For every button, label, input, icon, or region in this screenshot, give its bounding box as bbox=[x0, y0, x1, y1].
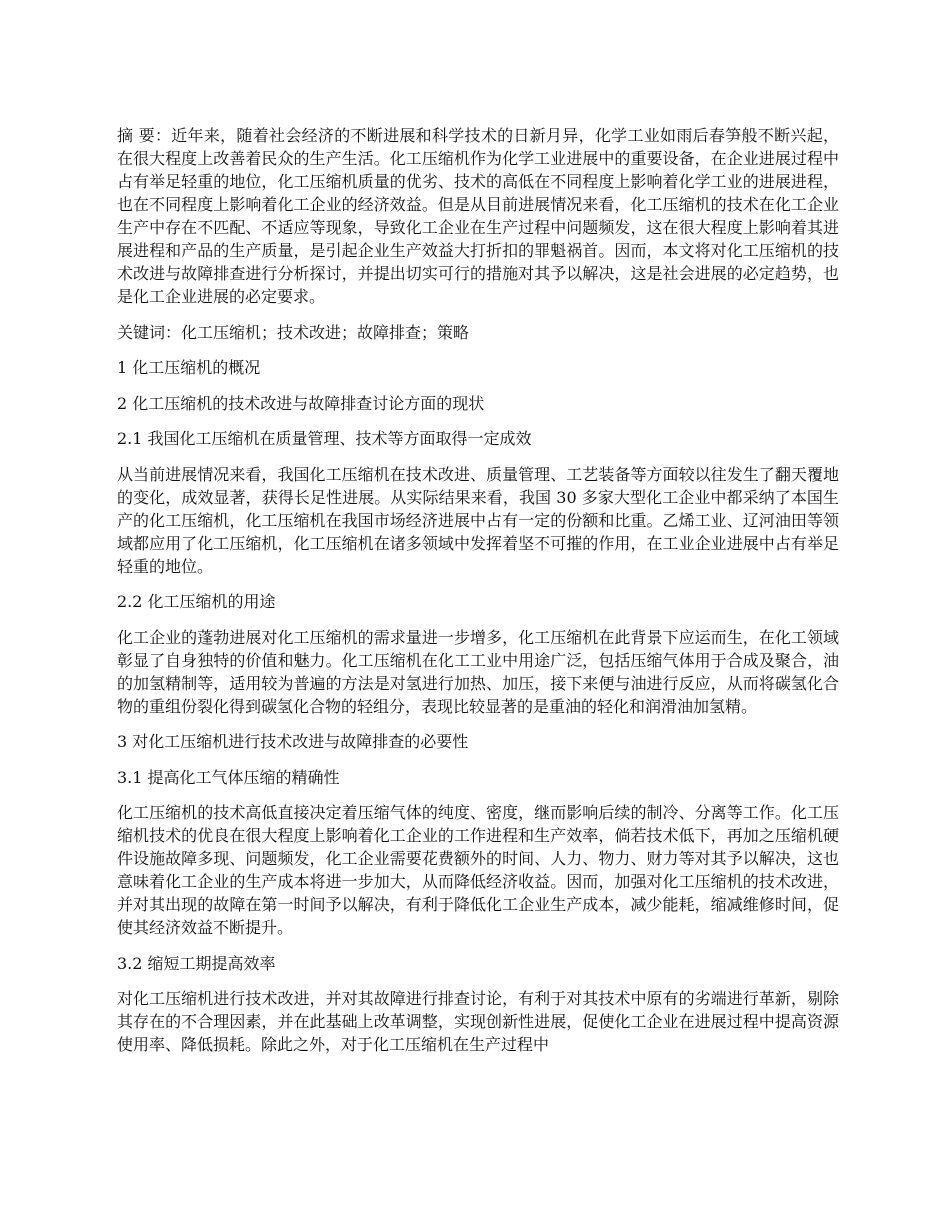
section-heading-2-2: 2.2 化工压缩机的用途 bbox=[117, 592, 276, 611]
document-page bbox=[117, 124, 839, 1069]
section-heading-3: 3 对化工压缩机进行技术改进与故障排查的必要性 bbox=[117, 732, 469, 751]
abstract-paragraph: 摘 要：近年来，随着社会经济的不断进展和科学技术的日新月异，化学工业如雨后春笋般不断兴起，在很大程度上改善着民众的生产生活。化工压缩机作为化学工业进展中的重要设备，在企业进展过程中占有举足轻重的地位，化工压缩机质量的优劣、技术的高低在不同程度上影响着化学工业的进展进程，也在不同程度上影响着化工企业的经济效益。但是从目前进展情况来看，化工压缩机的技术在化工企业生产中存在不匹配、不适应等现象，导致化工企业在生产过程中问题频发，这在很大程度上影响着其进展进程和产品的生产质量，是引起企业生产效益大打折扣的罪魁祸首。因而，本文将对化工压缩机的技术改进与故障排查进行分析探讨，并提出切实可行的措施对其予以解决，这是社会进展的必定趋势，也是化工企业进展的必定要求。 bbox=[117, 126, 839, 306]
section-heading-1: 1 化工压缩机的概况 bbox=[117, 358, 261, 377]
body-paragraph: 对化工压缩机进行技术改进，并对其故障进行排查讨论，有利于对其技术中原有的劣端进行革新，剔除其存在的不合理因素，并在此基础上改革调整，实现创新性进展，促使化工企业在进展过程中提高资源使用率、降低损耗。除此之外，对于化工压缩机在生产过程中 bbox=[117, 989, 839, 1054]
section-heading-2: 2 化工压缩机的技术改进与故障排查讨论方面的现状 bbox=[117, 393, 485, 413]
body-paragraph: 化工企业的蓬勃进展对化工压缩机的需求量进一步增多，化工压缩机在此背景下应运而生，在化工领域彰显了自身独特的价值和魅力。化工压缩机在化工工业中用途广泛，包括压缩气体用于合成及聚合，油的加氢精制等，适用较为普遍的方法是对氢进行加热、加压，接下来便与油进行反应，从而将碳氢化合物的重组份裂化得到碳氢化合物的轻组分，表现比较显著的是重油的轻化和润滑油加氢精。 bbox=[117, 627, 839, 716]
section-heading-3-1: 3.1 提高化工气体压缩的精确性 bbox=[117, 767, 340, 787]
body-paragraph: 化工压缩机的技术高低直接决定着压缩气体的纯度、密度，继而影响后续的制冷、分离等工作。化工压缩机技术的优良在很大程度上影响着化工企业的工作进程和生产效率，倘若技术低下，再加之压缩机硬件设施故障多现、问题频发，化工企业需要花费额外的时间、人力、物力、财力等对其予以解决，这也意味着化工企业的生产成本将进一步加大，从而降低经济收益。因而，加强对化工压缩机的技术改进，并对其出现的故障在第一时间予以解决，有利于降低化工企业生产成本，减少能耗，缩减维修时间，促使其经济效益不断提升。 bbox=[117, 803, 839, 937]
keywords-line: 关键词：化工压缩机；技术改进；故障排查；策略 bbox=[117, 322, 470, 342]
section-heading-3-2: 3.2 缩短工期提高效率 bbox=[117, 953, 276, 973]
section-heading-2-1: 2.1 我国化工压缩机在质量管理、技术等方面取得一定成效 bbox=[117, 429, 532, 448]
body-paragraph: 从当前进展情况来看，我国化工压缩机在技术改进、质量管理、工艺装备等方面较以往发生了翻天覆地的变化，成效显著，获得长足性进展。从实际结果来看，我国 30 多家大型化工企业中都采纳了本国生产的化工压缩机，化工压缩机在我国市场经济进展中占有一定的份额和比重。乙烯工业、辽河油田等领域都应用了化工压缩机，化工压缩机在诸多领域中发挥着坚不可摧的作用，在工业企业进展中占有举足轻重的地位。 bbox=[117, 464, 839, 576]
